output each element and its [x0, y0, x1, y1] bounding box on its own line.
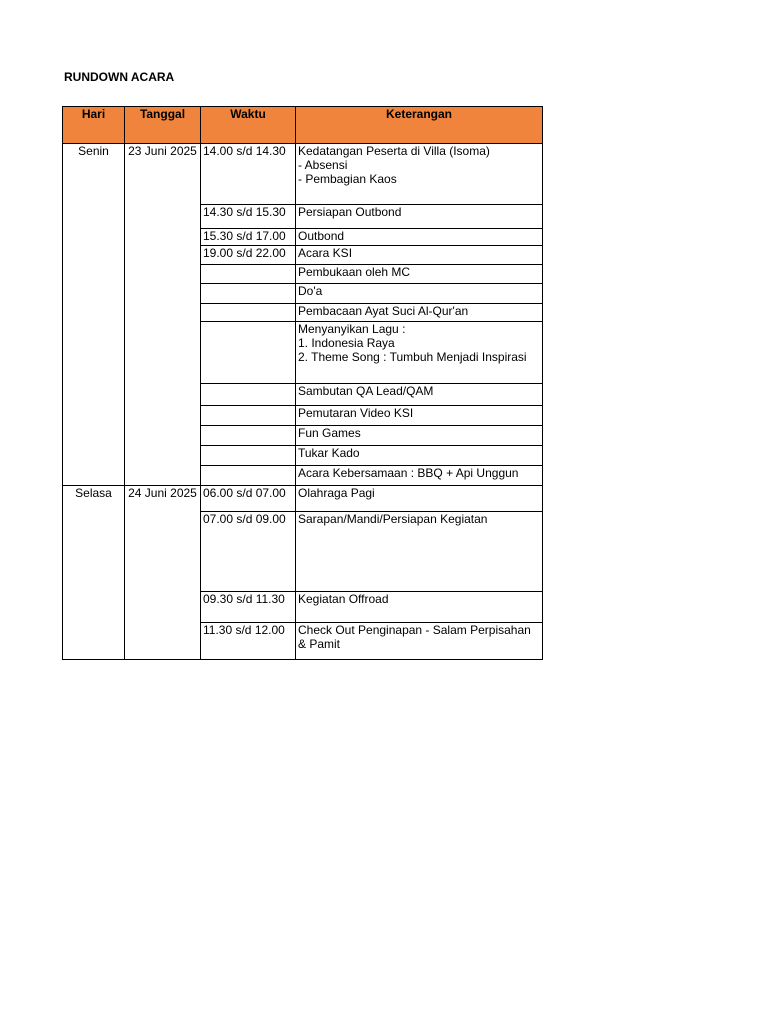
description-cell: Pembukaan oleh MC — [296, 265, 543, 284]
time-cell: 07.00 s/d 09.00 — [201, 512, 296, 592]
table-row — [63, 486, 543, 512]
header-row — [63, 107, 543, 144]
description-cell: Persiapan Outbond — [296, 205, 543, 229]
time-cell: 11.30 s/d 12.00 — [201, 623, 296, 660]
document-title: RUNDOWN ACARA — [64, 70, 175, 84]
time-cell: 15.30 s/d 17.00 — [201, 229, 296, 246]
description-cell: Kedatangan Peserta di Villa (Isoma) - Absensi - Pembagian Kaos — [296, 144, 543, 205]
description-cell: Fun Games — [296, 426, 543, 446]
rundown-table — [62, 106, 543, 660]
time-cell: 19.00 s/d 22.00 — [201, 246, 296, 265]
time-cell: 06.00 s/d 07.00 — [201, 486, 296, 512]
header-hari: Hari — [63, 107, 125, 144]
description-cell: Olahraga Pagi — [296, 486, 543, 512]
time-cell — [201, 284, 296, 304]
table-row — [63, 144, 543, 205]
description-cell: Sarapan/Mandi/Persiapan Kegiatan — [296, 512, 543, 592]
header-keterangan: Keterangan — [296, 107, 543, 144]
time-cell — [201, 265, 296, 284]
description-cell: Do'a — [296, 284, 543, 304]
description-cell: Check Out Penginapan - Salam Perpisahan & Pamit — [296, 623, 543, 660]
description-cell: Sambutan QA Lead/QAM — [296, 384, 543, 406]
time-cell — [201, 406, 296, 426]
time-cell — [201, 384, 296, 406]
day-cell: Selasa — [63, 486, 125, 660]
header-tanggal: Tanggal — [125, 107, 201, 144]
description-cell: Pembacaan Ayat Suci Al-Qur'an — [296, 304, 543, 322]
time-cell: 09.30 s/d 11.30 — [201, 592, 296, 623]
description-cell: Pemutaran Video KSI — [296, 406, 543, 426]
description-cell: Tukar Kado — [296, 446, 543, 466]
header-waktu: Waktu — [201, 107, 296, 144]
description-cell: Outbond — [296, 229, 543, 246]
day-cell: Senin — [63, 144, 125, 486]
time-cell: 14.00 s/d 14.30 — [201, 144, 296, 205]
description-cell: Acara KSI — [296, 246, 543, 265]
description-cell: Menyanyikan Lagu : 1. Indonesia Raya 2. Theme Song : Tumbuh Menjadi Inspirasi — [296, 322, 543, 384]
time-cell — [201, 322, 296, 384]
description-cell: Acara Kebersamaan : BBQ + Api Unggun — [296, 466, 543, 486]
time-cell — [201, 446, 296, 466]
time-cell — [201, 466, 296, 486]
description-cell: Kegiatan Offroad — [296, 592, 543, 623]
date-cell: 24 Juni 2025 — [125, 486, 201, 660]
date-cell: 23 Juni 2025 — [125, 144, 201, 486]
time-cell — [201, 304, 296, 322]
time-cell — [201, 426, 296, 446]
time-cell: 14.30 s/d 15.30 — [201, 205, 296, 229]
